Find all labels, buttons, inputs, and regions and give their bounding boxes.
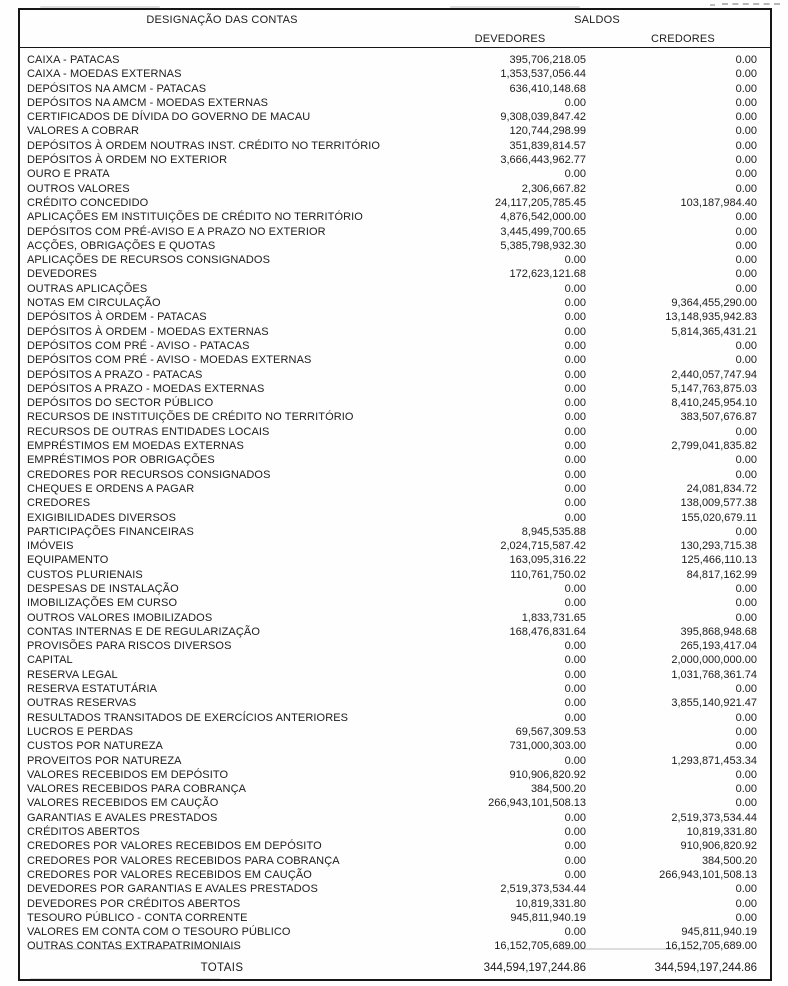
account-credores-value: 2,799,041,835.82 [671, 440, 757, 453]
account-name: DEVEDORES POR GARANTIAS E AVALES PRESTADOS [27, 883, 318, 896]
account-name: CRÉDITO CONCEDIDO [27, 196, 149, 209]
account-credores-value: 0.00 [735, 468, 757, 481]
account-name: LUCROS E PERDAS [27, 725, 134, 738]
account-credores-value: 0.00 [735, 339, 757, 352]
account-name: OUTROS VALORES [27, 182, 130, 195]
account-name: CREDORES POR VALORES RECEBIDOS EM DEPÓSITO [27, 840, 322, 853]
account-credores-value: 2,440,057,747.94 [671, 368, 757, 381]
totals-label: TOTAIS [200, 961, 244, 974]
account-row [19, 282, 771, 296]
account-name: DEVEDORES POR CRÉDITOS ABERTOS [27, 897, 241, 910]
account-devedores-value: 0.00 [564, 96, 586, 109]
account-credores-value: 0.00 [735, 711, 757, 724]
account-devedores-value: 168,476,831.64 [509, 625, 586, 638]
account-row [19, 839, 771, 853]
account-devedores-value: 16,152,705,689.00 [494, 940, 586, 953]
account-name: DEPÓSITOS À ORDEM - PATACAS [27, 311, 207, 324]
account-name: IMOBILIZAÇÕES EM CURSO [27, 597, 178, 610]
account-credores-value: 0.00 [735, 582, 757, 595]
account-name: PROVISÕES PARA RISCOS DIVERSOS [27, 640, 232, 653]
table-header [19, 9, 771, 48]
account-name: APLICAÇÕES DE RECURSOS CONSIGNADOS [27, 254, 271, 267]
account-name: EXIGIBILIDADES DIVERSOS [27, 511, 177, 524]
account-name: APLICAÇÕES EM INSTITUIÇÕES DE CRÉDITO NO TERRITÓRIO [27, 211, 363, 224]
account-credores-value: 0.00 [735, 883, 757, 896]
account-credores-value: 910,906,820.92 [680, 840, 757, 853]
account-row [19, 339, 771, 353]
totals-devedores-value: 344,594,197,244.86 [483, 961, 586, 974]
account-row [19, 482, 771, 496]
account-name: DEPÓSITOS A PRAZO - PATACAS [27, 368, 203, 381]
account-devedores-value: 1,833,731.65 [521, 611, 586, 624]
account-credores-value: 130,293,715.38 [680, 540, 757, 553]
account-credores-value: 0.00 [735, 54, 757, 66]
account-credores-value: 1,031,768,361.74 [671, 668, 757, 681]
account-devedores-value: 0.00 [564, 168, 586, 181]
account-name: IMÓVEIS [27, 540, 74, 553]
account-devedores-value: 0.00 [564, 668, 586, 681]
account-row [19, 939, 771, 956]
account-devedores-value: 0.00 [564, 454, 586, 467]
account-row [19, 782, 771, 796]
account-name: CONTAS INTERNAS E DE REGULARIZAÇÃO [27, 625, 261, 638]
account-row [19, 425, 771, 439]
account-row [19, 325, 771, 339]
account-name: CAIXA - PATACAS [27, 54, 120, 66]
column-header-credores: CREDORES [596, 30, 771, 48]
account-name: EMPRÉSTIMOS EM MOEDAS EXTERNAS [27, 440, 244, 453]
account-row [19, 82, 771, 96]
account-row [19, 368, 771, 382]
account-name: OURO E PRATA [27, 168, 110, 181]
account-row [19, 239, 771, 253]
account-credores-value: 0.00 [735, 111, 757, 124]
account-devedores-value: 0.00 [564, 826, 586, 839]
column-header-designacao-spacer [19, 30, 424, 48]
account-devedores-value: 120,744,298.99 [509, 125, 586, 138]
account-devedores-value: 0.00 [564, 311, 586, 324]
account-name: VALORES RECEBIDOS EM CAUÇÃO [27, 797, 219, 810]
account-row [19, 897, 771, 911]
account-devedores-value: 0.00 [564, 597, 586, 610]
account-row [19, 768, 771, 782]
account-devedores-value: 384,500.20 [530, 783, 586, 796]
account-credores-value: 125,466,110.13 [681, 554, 757, 567]
account-devedores-value: 0.00 [564, 697, 586, 710]
account-name: CREDORES POR RECURSOS CONSIGNADOS [27, 468, 271, 481]
account-row [19, 353, 771, 367]
account-credores-value: 0.00 [735, 211, 757, 224]
account-name: EQUIPAMENTO [27, 554, 109, 567]
account-credores-value: 0.00 [735, 897, 757, 910]
account-credores-value: 0.00 [735, 168, 757, 181]
account-credores-value: 0.00 [735, 154, 757, 167]
account-credores-value: 0.00 [735, 182, 757, 195]
account-row [19, 925, 771, 939]
account-devedores-value: 4,876,542,000.00 [500, 211, 586, 224]
account-devedores-value: 0.00 [564, 411, 586, 424]
column-header-designacao: DESIGNAÇÃO DAS CONTAS [146, 14, 298, 26]
account-devedores-value: 266,943,101,508.13 [488, 797, 586, 810]
account-devedores-value: 0.00 [564, 297, 586, 310]
account-row [19, 410, 771, 424]
account-devedores-value: 0.00 [564, 354, 586, 367]
account-credores-value: 5,147,763,875.03 [671, 382, 757, 395]
account-credores-value: 383,507,676.87 [680, 411, 757, 424]
account-name: VALORES RECEBIDOS PARA COBRANÇA [27, 783, 247, 796]
account-name: CRÉDITOS ABERTOS [27, 826, 140, 839]
account-name: GARANTIAS E AVALES PRESTADOS [27, 811, 218, 824]
account-name: DEPÓSITOS COM PRÉ - AVISO - PATACAS [27, 339, 250, 352]
account-name: VALORES A COBRAR [27, 125, 140, 138]
account-credores-value: 2,000,000,000.00 [671, 654, 757, 667]
totals-credores-value: 344,594,197,244.86 [654, 961, 757, 974]
account-row [19, 911, 771, 925]
account-row [19, 253, 771, 267]
account-row [19, 110, 771, 124]
account-devedores-value: 0.00 [564, 754, 586, 767]
account-name: CREDORES POR VALORES RECEBIDOS PARA COBRANÇA [27, 854, 340, 867]
account-devedores-value: 0.00 [564, 368, 586, 381]
account-row [19, 739, 771, 753]
totals-row [19, 957, 771, 980]
account-credores-value: 0.00 [735, 768, 757, 781]
account-devedores-value: 0.00 [564, 711, 586, 724]
account-row [19, 225, 771, 239]
account-devedores-value: 10,819,331.80 [515, 897, 586, 910]
account-row [19, 696, 771, 710]
account-devedores-value: 9,308,039,847.42 [500, 111, 586, 124]
account-credores-value: 0.00 [735, 725, 757, 738]
account-devedores-value: 351,839,814.57 [509, 139, 586, 152]
account-devedores-value: 0.00 [564, 325, 586, 338]
account-row [19, 868, 771, 882]
account-credores-value: 0.00 [735, 254, 757, 267]
account-row [19, 296, 771, 310]
account-name: DESPESAS DE INSTALAÇÃO [27, 582, 179, 595]
account-name: PROVEITOS POR NATUREZA [27, 754, 182, 767]
account-row [19, 653, 771, 667]
account-name: CERTIFICADOS DE DÍVIDA DO GOVERNO DE MACAU [27, 111, 311, 124]
account-devedores-value: 0.00 [564, 926, 586, 939]
account-name: CUSTOS POR NATUREZA [27, 740, 163, 753]
account-credores-value: 155,020,679.11 [681, 511, 757, 524]
account-name: EMPRÉSTIMOS POR OBRIGAÇÕES [27, 454, 215, 467]
account-row [19, 124, 771, 138]
account-devedores-value: 0.00 [564, 868, 586, 881]
account-name: DEPÓSITOS NA AMCM - PATACAS [27, 82, 207, 95]
account-credores-value: 266,943,101,508.13 [659, 868, 757, 881]
account-name: ACÇÕES, OBRIGAÇÕES E QUOTAS [27, 239, 216, 252]
account-credores-value: 0.00 [735, 96, 757, 109]
account-name: OUTRAS APLICAÇÕES [27, 282, 148, 295]
account-credores-value: 0.00 [735, 454, 757, 467]
account-credores-value: 395,868,948.68 [680, 625, 757, 638]
account-devedores-value: 110,761,750.02 [510, 568, 586, 581]
account-row [19, 96, 771, 110]
account-credores-value: 0.00 [735, 282, 757, 295]
account-row [19, 811, 771, 825]
account-name: DEPÓSITOS COM PRÉ - AVISO - MOEDAS EXTERNAS [27, 354, 312, 367]
account-devedores-value: 0.00 [564, 811, 586, 824]
account-credores-value: 0.00 [735, 239, 757, 252]
scan-artifact [722, 3, 780, 5]
account-name: CAIXA - MOEDAS EXTERNAS [27, 68, 182, 81]
account-name: OUTRAS RESERVAS [27, 697, 137, 710]
account-credores-value: 0.00 [735, 82, 757, 95]
account-credores-value: 945,811,940.19 [681, 926, 757, 939]
account-credores-value: 0.00 [735, 911, 757, 924]
account-credores-value: 0.00 [735, 683, 757, 696]
account-credores-value: 5,814,365,431.21 [671, 325, 757, 338]
account-name: CAPITAL [27, 654, 73, 667]
account-row [19, 167, 771, 181]
account-name: RESERVA ESTATUTÁRIA [27, 683, 158, 696]
account-row [19, 525, 771, 539]
account-credores-value: 0.00 [735, 797, 757, 810]
account-credores-value: 9,364,455,290.00 [671, 297, 757, 310]
account-credores-value: 0.00 [735, 597, 757, 610]
account-devedores-value: 0.00 [564, 254, 586, 267]
account-row [19, 825, 771, 839]
account-devedores-value: 24,117,205,785.45 [495, 196, 586, 209]
account-devedores-value: 0.00 [564, 382, 586, 395]
account-name: DEPÓSITOS A PRAZO - MOEDAS EXTERNAS [27, 382, 265, 395]
account-devedores-value: 8,945,535.88 [521, 525, 586, 538]
account-row [19, 496, 771, 510]
account-credores-value: 103,187,984.40 [680, 196, 757, 209]
account-name: DEPÓSITOS COM PRÉ-AVISO E A PRAZO NO EXTERIOR [27, 225, 326, 238]
account-row [19, 48, 771, 68]
account-row [19, 625, 771, 639]
account-name: DEPÓSITOS À ORDEM NOUTRAS INST. CRÉDITO NO TERRITÓRIO [27, 139, 381, 152]
column-header-saldos: SALDOS [574, 14, 620, 26]
account-credores-value: 84,817,162.99 [686, 568, 757, 581]
account-devedores-value: 2,306,667.82 [521, 182, 586, 195]
account-credores-value: 0.00 [735, 740, 757, 753]
account-devedores-value: 2,024,715,587.42 [500, 540, 586, 553]
account-name: NOTAS EM CIRCULAÇÃO [27, 297, 161, 310]
account-credores-value: 0.00 [735, 225, 757, 238]
account-devedores-value: 163,095,316.22 [509, 554, 586, 567]
account-credores-value: 0.00 [735, 68, 757, 81]
account-devedores-value: 0.00 [564, 640, 586, 653]
account-name: CREDORES POR VALORES RECEBIDOS EM CAUÇÃO [27, 868, 312, 881]
account-devedores-value: 395,706,218.05 [509, 54, 586, 66]
account-name: RECURSOS DE OUTRAS ENTIDADES LOCAIS [27, 425, 270, 438]
account-devedores-value: 636,410,148.68 [509, 82, 586, 95]
account-credores-value: 24,081,834.72 [686, 482, 757, 495]
account-name: DEPÓSITOS À ORDEM - MOEDAS EXTERNAS [27, 325, 269, 338]
account-name: RESERVA LEGAL [27, 668, 118, 681]
account-credores-value: 16,152,705,689.00 [665, 940, 757, 953]
table-body [19, 48, 771, 957]
account-row [19, 754, 771, 768]
account-devedores-value: 0.00 [564, 282, 586, 295]
column-header-devedores: DEVEDORES [424, 30, 596, 48]
account-credores-value: 265,193,417.04 [680, 640, 757, 653]
account-credores-value: 0.00 [735, 783, 757, 796]
account-row [19, 711, 771, 725]
account-name: DEPÓSITOS DO SECTOR PÚBLICO [27, 397, 214, 410]
account-credores-value: 138,009,577.38 [680, 497, 757, 510]
account-name: CREDORES [27, 497, 91, 510]
account-devedores-value: 2,519,373,534.44 [500, 883, 586, 896]
account-devedores-value: 0.00 [564, 511, 586, 524]
account-row [19, 310, 771, 324]
account-name: DEPÓSITOS À ORDEM NO EXTERIOR [27, 154, 228, 167]
account-devedores-value: 0.00 [564, 654, 586, 667]
account-row [19, 196, 771, 210]
account-row [19, 854, 771, 868]
account-credores-value: 0.00 [735, 268, 757, 281]
account-name: VALORES RECEBIDOS EM DEPÓSITO [27, 768, 229, 781]
account-credores-value: 2,519,373,534.44 [671, 811, 757, 824]
account-name: TESOURO PÚBLICO - CONTA CORRENTE [27, 911, 248, 924]
table-footer [19, 957, 771, 980]
account-row [19, 153, 771, 167]
account-credores-value: 0.00 [735, 354, 757, 367]
account-row [19, 553, 771, 567]
account-name: OUTRAS CONTAS EXTRAPATRIMONIAIS [27, 940, 241, 953]
account-credores-value: 0.00 [735, 125, 757, 138]
account-devedores-value: 0.00 [564, 425, 586, 438]
account-devedores-value: 3,445,499,700.65 [500, 225, 586, 238]
account-devedores-value: 945,811,940.19 [510, 911, 586, 924]
account-row [19, 182, 771, 196]
account-name: RESULTADOS TRANSITADOS DE EXERCÍCIOS ANTERIORES [27, 711, 349, 724]
account-row [19, 682, 771, 696]
account-devedores-value: 5,385,798,932.30 [500, 239, 586, 252]
account-devedores-value: 1,353,537,056.44 [500, 68, 586, 81]
account-devedores-value: 0.00 [564, 397, 586, 410]
account-devedores-value: 0.00 [564, 339, 586, 352]
account-credores-value: 10,819,331.80 [686, 826, 757, 839]
balance-sheet-table [18, 8, 772, 981]
account-row [19, 139, 771, 153]
account-row [19, 468, 771, 482]
account-credores-value: 0.00 [735, 425, 757, 438]
account-credores-value: 13,148,935,942.83 [665, 311, 757, 324]
account-row [19, 67, 771, 81]
account-credores-value: 0.00 [735, 139, 757, 152]
account-credores-value: 0.00 [735, 525, 757, 538]
account-row [19, 568, 771, 582]
account-name: OUTROS VALORES IMOBILIZADOS [27, 611, 213, 624]
account-devedores-value: 0.00 [564, 854, 586, 867]
account-devedores-value: 172,623,121.68 [509, 268, 586, 281]
account-credores-value: 1,293,871,453.34 [671, 754, 757, 767]
account-devedores-value: 0.00 [564, 440, 586, 453]
account-row [19, 439, 771, 453]
account-row [19, 511, 771, 525]
account-row [19, 725, 771, 739]
account-name: CHEQUES E ORDENS A PAGAR [27, 482, 195, 495]
account-row [19, 582, 771, 596]
account-row [19, 796, 771, 810]
account-devedores-value: 0.00 [564, 468, 586, 481]
account-row [19, 668, 771, 682]
account-name: DEVEDORES [27, 268, 97, 281]
account-row [19, 210, 771, 224]
account-row [19, 882, 771, 896]
account-devedores-value: 0.00 [564, 840, 586, 853]
account-row [19, 453, 771, 467]
account-row [19, 267, 771, 281]
account-row [19, 382, 771, 396]
account-row [19, 396, 771, 410]
account-credores-value: 8,410,245,954.10 [671, 397, 757, 410]
account-name: PARTICIPAÇÕES FINANCEIRAS [27, 525, 194, 538]
account-credores-value: 0.00 [735, 611, 757, 624]
account-devedores-value: 3,666,443,962.77 [500, 154, 586, 167]
account-devedores-value: 0.00 [564, 497, 586, 510]
account-devedores-value: 910,906,820.92 [509, 768, 586, 781]
account-row [19, 639, 771, 653]
account-row [19, 539, 771, 553]
account-devedores-value: 0.00 [564, 683, 586, 696]
account-row [19, 611, 771, 625]
account-name: RECURSOS DE INSTITUIÇÕES DE CRÉDITO NO TERRITÓRIO [27, 411, 354, 424]
account-devedores-value: 0.00 [564, 582, 586, 595]
account-name: DEPÓSITOS NA AMCM - MOEDAS EXTERNAS [27, 96, 269, 109]
account-name: VALORES EM CONTA COM O TESOURO PÚBLICO [27, 926, 291, 939]
account-row [19, 596, 771, 610]
account-devedores-value: 731,000,303.00 [509, 740, 586, 753]
account-devedores-value: 69,567,309.53 [515, 725, 586, 738]
account-credores-value: 384,500.20 [701, 854, 757, 867]
account-credores-value: 3,855,140,921.47 [671, 697, 757, 710]
account-devedores-value: 0.00 [564, 482, 586, 495]
account-name: CUSTOS PLURIENAIS [27, 568, 143, 581]
